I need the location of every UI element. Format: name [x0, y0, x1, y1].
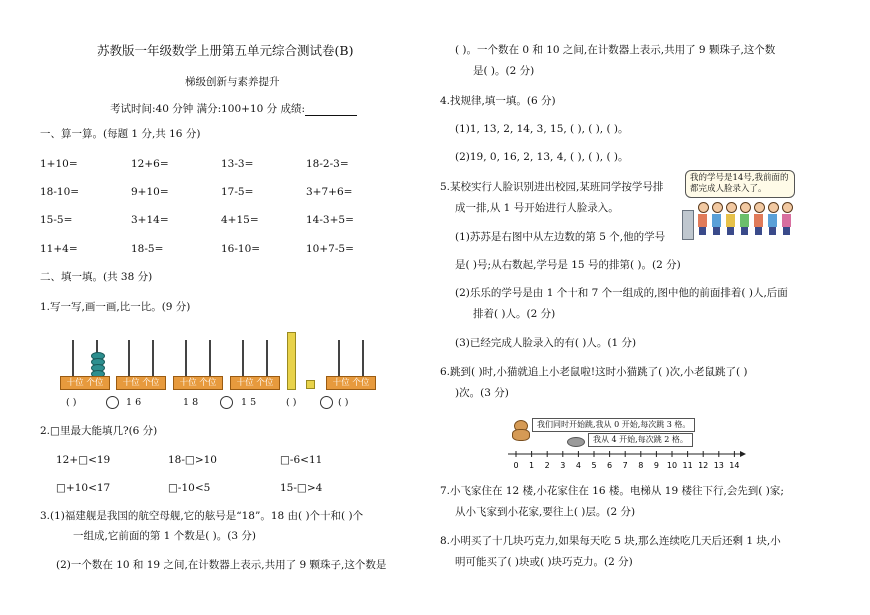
- compare-blank[interactable]: ( ): [66, 397, 77, 408]
- q3-line2: 一组成,它前面的第 1 个数是( )。(3 分): [73, 530, 256, 542]
- q4-text: 4.找规律,填一填。(6 分): [440, 95, 556, 107]
- calc-item: 9+10=: [131, 186, 169, 198]
- compare-value: 1 6: [126, 397, 142, 408]
- q7-line1: 7.小飞家住在 12 楼,小花家住在 16 楼。电梯从 19 楼往下行,会先到( )家;: [440, 485, 784, 497]
- inequality-item: □-6<11: [280, 454, 323, 466]
- number-line-label: 14: [729, 461, 740, 470]
- compare-circle[interactable]: [220, 396, 233, 409]
- abacus-base: 十位 个位: [326, 376, 376, 390]
- number-line-label: 8: [638, 461, 644, 470]
- number-line-label: 5: [591, 461, 597, 470]
- inequality-item: 18-□>10: [168, 454, 217, 466]
- number-line-label: 2: [544, 461, 550, 470]
- calc-item: 3+14=: [131, 214, 169, 226]
- unit-cube: [306, 380, 315, 389]
- q5-sub2b: 排着( )人。(2 分): [473, 308, 556, 320]
- abacus-base: 十位 个位: [116, 376, 166, 390]
- q8-line1: 8.小明买了十几块巧克力,如果每天吃 5 块,那么连续吃几天后还剩 1 块,小: [440, 535, 781, 547]
- q5-sub1a: (1)苏苏是右图中从左边数的第 5 个,他的学号: [455, 231, 666, 243]
- q5-sub2a: (2)乐乐的学号是由 1 个十和 7 个一组成的,图中他的前面排着( )人,后面: [455, 287, 788, 299]
- q4-line2: (2)19, 0, 16, 2, 13, 4, ( ), ( ), ( )。: [455, 151, 629, 163]
- number-line-label: 3: [560, 461, 566, 470]
- exam-info: [110, 103, 357, 116]
- section2-heading: 二、填一填。(共 38 分): [40, 271, 153, 283]
- calc-item: 18-2-3=: [306, 158, 349, 170]
- number-line-label: 4: [575, 461, 581, 470]
- q1-text: 1.写一写,画一画,比一比。(9 分): [40, 301, 191, 313]
- q8-line2: 明可能买了( )块或( )块巧克力。(2 分): [455, 556, 633, 568]
- q4-line1: (1)1, 13, 2, 14, 3, 15, ( ), ( ), ( )。: [455, 123, 629, 135]
- calc-item: 3+7+6=: [306, 186, 353, 198]
- compare-value: 1 8: [183, 397, 199, 408]
- inequality-item: 15-□>4: [280, 482, 323, 494]
- number-line-label: 11: [682, 461, 693, 470]
- inequality-item: 12+□<19: [56, 454, 111, 466]
- abacus-base: 十位 个位: [173, 376, 223, 390]
- ten-stick: [287, 332, 296, 390]
- abacus-base: 十位 个位: [60, 376, 110, 390]
- q7-line2: 从小飞家到小花家,要往上( )层。(2 分): [455, 506, 636, 518]
- compare-circle[interactable]: [106, 396, 119, 409]
- page-title: 苏教版一年级数学上册第五单元综合测试卷(B): [97, 43, 354, 58]
- speech-bubble: [685, 170, 795, 198]
- calc-item: 4+15=: [221, 214, 259, 226]
- number-line-label: 10: [666, 461, 678, 470]
- mouse-icon: [567, 437, 585, 447]
- compare-value: 1 5: [241, 397, 257, 408]
- calc-item: 14-3+5=: [306, 214, 354, 226]
- q5-sub1b: 是( )号;从右数起,学号是 15 号的排第( )。(2 分): [455, 259, 681, 271]
- calc-item: 12+6=: [131, 158, 169, 170]
- calc-item: 16-10=: [221, 243, 261, 255]
- q5-line2: 成一排,从 1 号开始进行人脸录入。: [455, 202, 619, 214]
- q2-text: 2.□里最大能填几?(6 分): [40, 425, 158, 437]
- number-line-label: 7: [622, 461, 628, 470]
- subtitle: 梯级创新与素养提升: [185, 76, 280, 88]
- number-line: [506, 450, 746, 472]
- q5-sub3: (3)已经完成人脸录入的有( )人。(1 分): [455, 337, 637, 349]
- q3-cont2: 是( )。(2 分): [473, 65, 535, 77]
- q6-line1: 6.跳到( )时,小猫就追上小老鼠啦!这时小猫跳了( )次,小老鼠跳了( ): [440, 366, 748, 378]
- number-line-label: 12: [698, 461, 709, 470]
- inequality-item: □-10<5: [168, 482, 211, 494]
- compare-blank[interactable]: ( ): [286, 397, 297, 408]
- cat-speech: 我们同时开始跳,我从 0 开始,每次跳 3 格。: [532, 418, 695, 432]
- q5-line1: 5.某校实行人脸识别进出校园,某班同学按学号排: [440, 181, 664, 193]
- calc-item: 11+4=: [40, 243, 78, 255]
- mouse-speech: 我从 4 开始,每次跳 2 格。: [588, 433, 693, 447]
- calc-item: 1+10=: [40, 158, 78, 170]
- face-scanner-icon: [682, 210, 694, 240]
- q6-line2: )次。(3 分): [455, 387, 509, 399]
- number-line-label: 9: [653, 461, 659, 470]
- number-line-label: 1: [529, 461, 535, 470]
- number-line-label: 0: [513, 461, 519, 470]
- bubble-text: 我的学号是14号,我前面的都完成人脸录入了。: [690, 173, 789, 194]
- calc-item: 15-5=: [40, 214, 73, 226]
- number-line-label: 6: [607, 461, 613, 470]
- inequality-item: □+10<17: [56, 482, 111, 494]
- calc-item: 18-5=: [131, 243, 164, 255]
- calc-item: 13-3=: [221, 158, 254, 170]
- q3-line3: (2)一个数在 10 和 19 之间,在计数器上表示,共用了 9 颗珠子,这个数是: [56, 559, 387, 571]
- section1-heading: 一、算一算。(每题 1 分,共 16 分): [40, 128, 201, 140]
- exam-info-label: 考试时间:40 分钟 满分:100+10 分 成绩:: [110, 103, 306, 115]
- cat-icon: [510, 420, 532, 440]
- students-illustration: [682, 198, 802, 238]
- number-line-label: 13: [713, 461, 724, 470]
- compare-blank[interactable]: ( ): [338, 397, 349, 408]
- q3-line1: 3.(1)福建舰是我国的航空母舰,它的舷号是“18”。18 由( )个十和( )个: [40, 510, 364, 522]
- score-blank[interactable]: [305, 105, 357, 116]
- q3-cont1: ( )。一个数在 0 和 10 之间,在计数器上表示,共用了 9 颗珠子,这个数: [455, 44, 776, 56]
- calc-item: 10+7-5=: [306, 243, 354, 255]
- abacus-base: 十位 个位: [230, 376, 280, 390]
- calc-item: 17-5=: [221, 186, 254, 198]
- compare-circle[interactable]: [320, 396, 333, 409]
- calc-item: 18-10=: [40, 186, 80, 198]
